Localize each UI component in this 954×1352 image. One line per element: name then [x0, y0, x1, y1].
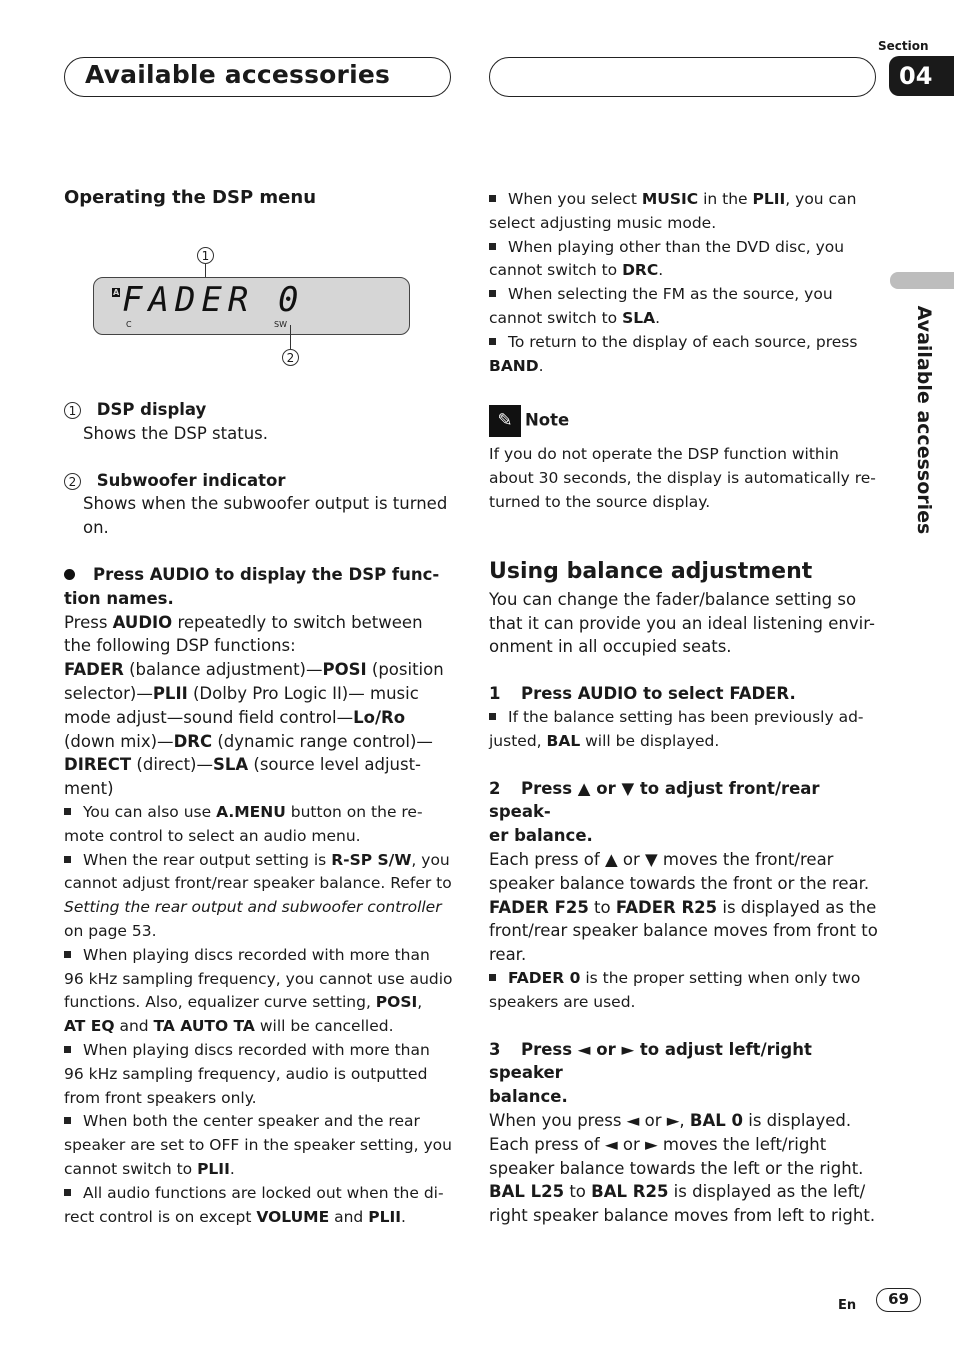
text: If the balance setting has been previously ad-: [508, 707, 864, 726]
item-1-title: DSP display: [96, 400, 207, 419]
text: R-SP S/W: [331, 850, 412, 869]
lcd-display: [93, 277, 410, 335]
text: AT EQ: [64, 1017, 115, 1036]
text: When playing discs recorded with more than: [83, 945, 430, 964]
para-line: [64, 658, 454, 682]
side-tab-marker: [890, 272, 954, 289]
note-label: Note: [525, 410, 570, 430]
text: POSI: [322, 660, 367, 680]
text: PLII: [152, 683, 188, 703]
right-column: [489, 188, 879, 378]
para-line: [64, 706, 454, 730]
text: cannot switch to: [489, 261, 623, 280]
lcd-value: 0: [278, 280, 299, 320]
text: speaker are set to OFF in the speaker setting, you: [64, 1136, 452, 1155]
bullet-square: [64, 808, 71, 815]
text: PLII: [752, 190, 786, 208]
lcd-sw-mark: SW: [274, 320, 287, 329]
bullet-square: [489, 195, 496, 202]
text: , you can: [785, 190, 857, 208]
text: rear.: [489, 945, 527, 965]
para-line: the following DSP functions:: [64, 636, 296, 656]
step-2-title-cont: er balance.: [489, 826, 593, 846]
bullet-square: [64, 1117, 71, 1124]
text: turned to the source display.: [489, 492, 711, 511]
pencil-icon: ✎: [489, 405, 521, 437]
text: BAL 0: [689, 1110, 744, 1130]
text: right speaker balance moves from left to right.: [489, 1206, 876, 1226]
item-2-desc-2: on.: [83, 518, 109, 538]
text: PLII: [197, 1159, 230, 1178]
text: (dynamic range control)—: [212, 731, 433, 751]
text: SLA: [212, 755, 249, 775]
text: mode adjust—sound field control—: [64, 707, 354, 727]
text: speaker balance towards the front or the rear.: [489, 873, 870, 893]
item-2-title: Subwoofer indicator: [96, 470, 286, 490]
lcd-text: FADER: [122, 280, 255, 320]
para-line: [64, 753, 454, 777]
text: Each press of ▲ or ▼ moves the front/rear: [489, 849, 834, 869]
header-title-frame: [64, 57, 451, 97]
step-3-number: 3: [489, 1039, 501, 1059]
text: front/rear speaker balance moves from front to: [489, 921, 878, 941]
text: DIRECT: [64, 755, 132, 775]
text: cannot adjust front/rear speaker balance. Refer to: [64, 874, 452, 893]
item-1-number: 1: [64, 402, 81, 419]
text: Press: [64, 612, 113, 632]
step-1-number: 1: [489, 684, 501, 704]
text: When selecting the FM as the source, you: [508, 285, 833, 304]
link-text: Setting the rear output and subwoofer controller: [64, 898, 442, 917]
text: DRC: [173, 731, 213, 751]
text: FADER R25: [615, 897, 718, 917]
callout-2-line: [290, 325, 291, 349]
text: (direct)—: [131, 755, 213, 775]
text: To return to the display of each source, press: [508, 332, 858, 351]
item-2-number: 2: [64, 473, 81, 490]
balance-section: [489, 560, 884, 1228]
text: (position: [366, 660, 444, 680]
text: .: [229, 1159, 235, 1178]
item-1-desc: Shows the DSP status.: [83, 423, 269, 443]
text: AUDIO: [112, 612, 173, 632]
text: You can also use: [83, 802, 217, 821]
text: rect control is on except: [64, 1207, 257, 1226]
text: is displayed.: [743, 1110, 852, 1130]
text: When you press ◄ or ►,: [489, 1110, 690, 1130]
step-3-title-cont: balance.: [489, 1087, 568, 1107]
text: speaker balance towards the left or the right.: [489, 1158, 864, 1178]
side-tab-label: Available accessories: [913, 305, 935, 535]
text: is displayed as the left/: [668, 1182, 866, 1202]
text: Each press of ◄ or ► moves the left/right: [489, 1134, 827, 1154]
header-blank-frame: [489, 57, 876, 97]
callout-2: 2: [282, 349, 299, 366]
text: ,: [417, 993, 423, 1012]
text: When playing discs recorded with more than: [83, 1040, 430, 1059]
step-bullet: [64, 569, 75, 580]
text: and: [114, 1017, 154, 1036]
lcd-badge: A: [113, 288, 120, 297]
footer-language: En: [838, 1298, 857, 1313]
para-line: [64, 730, 454, 754]
text: that it can provide you an ideal listening envir-: [489, 613, 875, 633]
text: TA AUTO TA: [153, 1017, 255, 1036]
text: BAL: [546, 731, 581, 750]
section-label: Section: [878, 39, 929, 53]
text: will be cancelled.: [254, 1017, 394, 1036]
text: BAND: [489, 356, 539, 375]
text: cannot switch to: [64, 1159, 198, 1178]
text: 96 kHz sampling frequency, you cannot use audio: [64, 969, 453, 988]
text: .: [538, 356, 544, 375]
note-body: [489, 443, 879, 514]
text: FADER 0: [508, 968, 581, 987]
text: VOLUME: [256, 1207, 330, 1226]
lcd-left-mark: C: [126, 320, 132, 329]
text: is displayed as the: [717, 897, 877, 917]
bullet-square: [489, 243, 496, 250]
text: When both the center speaker and the rear: [83, 1112, 420, 1131]
text: cannot switch to: [489, 308, 623, 327]
bullet-square: [64, 1189, 71, 1196]
text: BAL L25: [489, 1182, 565, 1202]
section-number-badge: 04: [889, 56, 954, 96]
text: FADER: [64, 660, 124, 680]
text: SLA: [622, 308, 656, 327]
text: speakers are used.: [489, 992, 636, 1011]
text: MUSIC: [641, 190, 699, 208]
page-title: Available accessories: [85, 60, 391, 89]
text: POSI: [375, 993, 418, 1012]
text: .: [400, 1207, 406, 1226]
text: PLII: [368, 1207, 401, 1226]
text: selector)—: [64, 683, 153, 703]
step-title-1: Press AUDIO to display the DSP func-: [93, 564, 440, 584]
section-heading-dsp: Operating the DSP menu: [64, 187, 317, 208]
para-line: [64, 611, 454, 635]
text: .: [655, 308, 661, 327]
text: If you do not operate the DSP function within: [489, 445, 839, 463]
text: , you: [411, 850, 450, 869]
text: repeatedly to switch between: [172, 612, 423, 632]
para-line: [64, 682, 454, 706]
bullet-square: [489, 290, 496, 297]
text: onment in all occupied seats.: [489, 637, 732, 657]
text: (balance adjustment)—: [123, 660, 323, 680]
text: All audio functions are locked out when the di-: [83, 1183, 444, 1202]
step-2-number: 2: [489, 778, 501, 798]
text: When playing other than the DVD disc, you: [508, 237, 845, 256]
text: is the proper setting when only two: [580, 968, 861, 987]
text: When the rear output setting is: [83, 850, 332, 869]
text: functions. Also, equalizer curve setting,: [64, 993, 376, 1012]
step-2-title: Press ▲ or ▼ to adjust front/rear speak-: [489, 778, 820, 822]
text: to: [588, 897, 616, 917]
bullet-square: [64, 856, 71, 863]
text: BAL R25: [591, 1182, 669, 1202]
section-heading-balance: Using balance adjustment: [489, 559, 813, 584]
text: When you select: [508, 190, 642, 208]
text: button on the re-: [285, 802, 423, 821]
text: FADER F25: [489, 897, 589, 917]
text: and: [329, 1207, 369, 1226]
text: will be displayed.: [580, 731, 720, 750]
text: from front speakers only.: [64, 1088, 257, 1107]
item-2-desc-1: Shows when the subwoofer output is turned: [83, 494, 448, 514]
text: 96 kHz sampling frequency, audio is outputted: [64, 1064, 428, 1083]
text: You can change the fader/balance setting so: [489, 589, 857, 609]
text: DRC: [622, 261, 659, 280]
text: A.MENU: [216, 802, 286, 821]
note-header: [489, 405, 569, 437]
bullet-square: [489, 974, 496, 981]
callout-1: 1: [197, 247, 214, 264]
bullet-square: [64, 1046, 71, 1053]
text: mote control to select an audio menu.: [64, 826, 361, 845]
text: on page 53.: [64, 921, 157, 940]
text: to: [564, 1182, 592, 1202]
text: (Dolby Pro Logic II)— music: [187, 683, 419, 703]
left-column: [64, 186, 454, 210]
bullet-square: [64, 951, 71, 958]
text: (source level adjust-: [248, 755, 422, 775]
text: (down mix)—: [64, 731, 174, 751]
step-1-title: Press AUDIO to select FADER.: [521, 684, 796, 704]
text: about 30 seconds, the display is automatically re-: [489, 468, 876, 487]
page-number: 69: [876, 1288, 921, 1312]
text: select adjusting music mode.: [489, 213, 717, 232]
left-column-body: [64, 398, 454, 1229]
text: justed,: [489, 731, 547, 750]
text: Lo/Ro: [353, 707, 406, 727]
text: .: [658, 261, 664, 280]
para-line: ment): [64, 779, 114, 799]
step-3-title: Press ◄ or ► to adjust left/right speaker: [489, 1039, 812, 1083]
step-title-2: tion names.: [64, 588, 174, 608]
bullet-square: [489, 713, 496, 720]
bullet-square: [489, 338, 496, 345]
text: in the: [698, 190, 753, 208]
